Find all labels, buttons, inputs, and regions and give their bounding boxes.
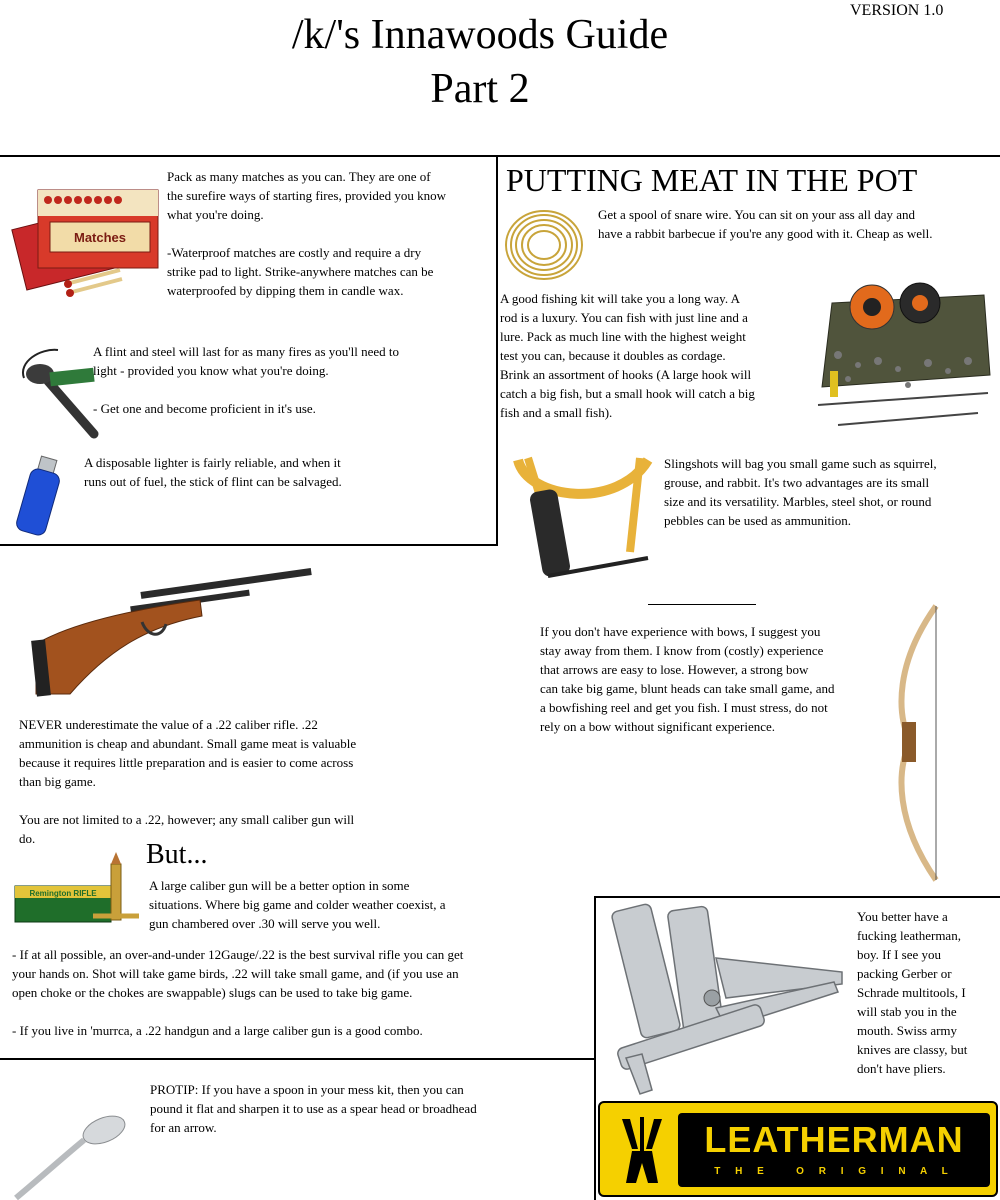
meat-section-top-border [498, 155, 1000, 157]
flint-steel-image [10, 342, 100, 437]
rifle-image [30, 568, 315, 703]
leatherman-tool-logo-icon [612, 1115, 672, 1185]
bow-text: If you don't have experience with bows, I suggest you stay away from them. I know from (costly) experience that arrows are easy to lose. However, a strong bow can take big game, blunt heads can take small game, and a bowfishing reel and get you fish. I must stress, do not rely on a bow without significant experience. [540, 624, 835, 734]
fishing-kit-image [808, 275, 998, 433]
page-subtitle: Part 2 [430, 66, 530, 112]
guns-section-bottom-border [0, 1058, 526, 1060]
slingshot-text: Slingshots will bag you small game such as squirrel, grouse, and rabbit. It's two advantages are its small size and its versatility. Marbles, steel shot, or round pebbles can be used as ammunition. [664, 456, 937, 528]
but-heading: But... [146, 839, 208, 870]
over-under-text: - If at all possible, an over-and-under 12Gauge/.22 is the best survival rifle you can get your hands on. Shot will take game birds, .22 will take small game, and (if you use an open choke or the chokes are swappable) slugs can be used to take big game. - If you live in 'murrca, a .22 handgun and a large caliber gun is a good combo. [12, 947, 464, 1038]
matchbox-label: Matches [73, 230, 127, 245]
fire-section-top-border [0, 155, 498, 157]
leatherman-wordmark: LEATHERMAN [704, 1119, 964, 1160]
page-title: /k/'s Innawoods Guide [291, 12, 669, 58]
spoon-image [10, 1108, 130, 1200]
protip-text: PROTIP: If you have a spoon in your mess kit, then you can pound it flat and sharpen it to use as a spear head or broadhead for an arrow. [150, 1082, 477, 1135]
protip-section-right-border [594, 898, 596, 1200]
lighter-image [15, 456, 65, 538]
large-caliber-text: A large caliber gun will be a better option in some situations. Where big game and colder weather coexist, a gun chambered over .30 will serve you well. [149, 878, 446, 931]
multitool-text: You better have a fucking leatherman, boy. If I see you packing Gerber or Schrade multitools, I will stab you in the mouth. Swiss army knives are classy, but don't have pliers. [857, 909, 968, 1076]
fishing-text: A good fishing kit will take you a long way. A rod is a luxury. You can fish with just line and a lure. Pack as much line with the highest weight test you can, because it doubles as cordage. Brink an assortment of hooks (A large hook will catch a big fish, but a small hook will catch a big fish and a small fish). [500, 291, 755, 420]
leatherman-wordmark-box [678, 1113, 990, 1187]
leatherman-logo [598, 1101, 998, 1197]
snare-text: Get a spool of snare wire. You can sit on your ass all day and have a rabbit barbecue if you're any good with it. Cheap as well. [598, 207, 933, 241]
ammo-box-image [13, 850, 141, 925]
bow-divider [648, 604, 756, 605]
meat-section-heading: PUTTING MEAT IN THE POT [506, 162, 918, 198]
leatherman-tagline: T H E O R I G I N A L [714, 1166, 954, 1177]
snare-wire-image [502, 205, 587, 285]
version-label: VERSION 1.0 [850, 2, 944, 19]
lighter-text: A disposable lighter is fairly reliable, and when it runs out of fuel, the stick of flint can be salvaged. [84, 455, 342, 489]
ammo-box-label: Remington RIFLE [29, 889, 97, 898]
multitool-image [606, 898, 850, 1096]
matches-image [10, 178, 165, 313]
flint-steel-text: A flint and steel will last for as many fires as you'll need to light - provided you know what you're doing. - Get one and become proficient in it's use. [93, 344, 399, 416]
multitool-section-left-join [526, 1058, 596, 1060]
rifle22-text: NEVER underestimate the value of a .22 caliber rifle. .22 ammunition is cheap and abundant. Small game meat is valuable because it requires little preparation and is easier to come across than big game. You are not limited to a .22, however; any small caliber gun will do. [19, 717, 357, 846]
matches-text: Pack as many matches as you can. They are one of the surefire ways of starting fires, provided you know what you're doing. -Waterproof matches are costly and require a dry strike pad to light. Strike-anywhere matches can be waterproofed by dipping them in candle wax. [167, 169, 447, 298]
slingshot-image [508, 440, 658, 590]
fire-section-bottom-border [0, 544, 498, 546]
bow-image [888, 602, 948, 884]
